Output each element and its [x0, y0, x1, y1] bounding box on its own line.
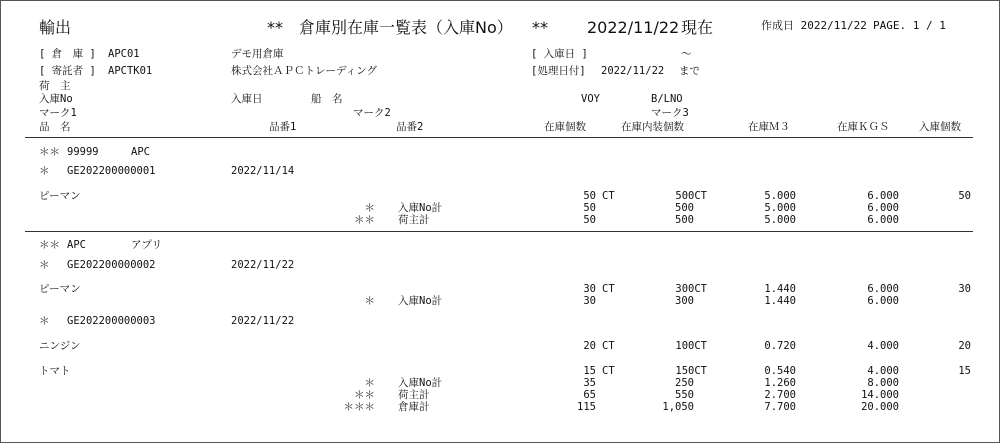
item-name: ピーマン	[39, 283, 81, 295]
shipper-total-stars: ＊＊	[354, 214, 375, 226]
warehouse-total-stars: ＊＊＊	[343, 401, 375, 413]
shipper-total-stars: ＊＊	[354, 389, 375, 401]
page-number: PAGE. 1 / 1	[873, 19, 946, 32]
item-qty: 50	[583, 190, 596, 202]
shipper-total-label: 荷主計	[398, 389, 430, 401]
subtotal-stars: ＊	[364, 295, 375, 307]
warehouse-total-qty: 115	[577, 401, 596, 413]
shipper-total-kgs: 6.000	[867, 214, 899, 226]
warehouse-name: デモ用倉庫	[231, 48, 284, 60]
item-qty: 30	[583, 283, 596, 295]
item-unit: CT	[602, 340, 615, 352]
warehouse-code: APC01	[108, 48, 140, 60]
shipper-stars: ＊＊	[39, 146, 60, 158]
item-name: ピーマン	[39, 190, 81, 202]
subtotal-qty: 35	[583, 377, 596, 389]
header-stock-m3: 在庫Ｍ３	[748, 121, 790, 133]
entry-star: ＊	[39, 315, 50, 327]
item-m3: 0.720	[764, 340, 796, 352]
header-divider	[25, 137, 973, 138]
entry-in-date: 2022/11/14	[231, 165, 295, 177]
shipper-stars: ＊＊	[39, 239, 60, 251]
warehouse-total-inner: 1,050	[662, 401, 694, 413]
entry-star: ＊	[39, 259, 50, 271]
title-stars-right: **	[532, 18, 548, 37]
subtotal-m3: 1.260	[764, 377, 796, 389]
entry-in-no: GE202200000003	[67, 315, 156, 327]
item-in-qty: 30	[958, 283, 971, 295]
item-unit: CT	[602, 190, 615, 202]
subtotal-qty: 50	[583, 202, 596, 214]
warehouse-total-kgs: 20.000	[861, 401, 899, 413]
entry-in-no: GE202200000001	[67, 165, 156, 177]
title-stars-left: **	[267, 18, 283, 37]
item-qty: 15	[583, 365, 596, 377]
shipper-code: APC	[67, 239, 86, 251]
subtotal-label: 入庫No計	[398, 295, 443, 307]
header-in-date: 入庫日	[231, 93, 263, 105]
header-blno: B/LNO	[651, 93, 683, 105]
subtotal-stars: ＊	[364, 202, 375, 214]
report-date: 2022/11/22	[587, 18, 680, 37]
header-mark2: マーク2	[353, 107, 391, 119]
warehouse-total-label: 倉庫計	[398, 401, 430, 413]
header-stock-qty: 在庫個数	[544, 121, 586, 133]
item-m3: 0.540	[764, 365, 796, 377]
item-inner: 150CT	[675, 365, 707, 377]
depositor-code: APCTK01	[108, 65, 153, 77]
item-in-qty: 20	[958, 340, 971, 352]
indate-tilde: ～	[681, 48, 692, 60]
shipper-name: APC	[131, 146, 150, 158]
header-part1: 品番1	[269, 121, 297, 133]
header-stock-kgs: 在庫ＫＧＳ	[837, 121, 890, 133]
warehouse-label: [ 倉 庫 ]	[39, 48, 96, 60]
entry-star: ＊	[39, 165, 50, 177]
subtotal-kgs: 6.000	[867, 202, 899, 214]
shipper-total-kgs: 14.000	[861, 389, 899, 401]
subtotal-inner: 500	[675, 202, 694, 214]
subtotal-kgs: 6.000	[867, 295, 899, 307]
entry-in-date: 2022/11/22	[231, 259, 295, 271]
shipper-total-inner: 500	[675, 214, 694, 226]
created-date: 作成日 2022/11/22	[761, 19, 867, 32]
shipper-total-inner: 550	[675, 389, 694, 401]
header-in-no: 入庫No	[39, 93, 73, 105]
header-mark1: マーク1	[39, 107, 77, 119]
item-unit: CT	[602, 283, 615, 295]
item-qty: 20	[583, 340, 596, 352]
item-kgs: 4.000	[867, 365, 899, 377]
subtotal-stars: ＊	[364, 377, 375, 389]
header-item-name: 品 名	[39, 121, 71, 133]
subtotal-m3: 5.000	[764, 202, 796, 214]
header-stock-inner: 在庫内装個数	[621, 121, 684, 133]
indate-label: [ 入庫日 ]	[531, 48, 588, 60]
depositor-label: [ 寄託者 ]	[39, 65, 96, 77]
subtotal-inner: 250	[675, 377, 694, 389]
subtotal-label: 入庫No計	[398, 377, 443, 389]
item-kgs: 4.000	[867, 340, 899, 352]
item-name: トマト	[39, 365, 71, 377]
header-voy: VOY	[581, 93, 600, 105]
shipper-total-qty: 50	[583, 214, 596, 226]
header-mark3: マーク3	[651, 107, 689, 119]
procdate-suffix: まで	[679, 65, 700, 77]
item-m3: 1.440	[764, 283, 796, 295]
shipper-total-qty: 65	[583, 389, 596, 401]
subtotal-qty: 30	[583, 295, 596, 307]
entry-in-date: 2022/11/22	[231, 315, 295, 327]
item-inner: 500CT	[675, 190, 707, 202]
procdate-label: [処理日付]	[531, 65, 586, 77]
item-unit: CT	[602, 365, 615, 377]
item-inner: 100CT	[675, 340, 707, 352]
shipper-code: 99999	[67, 146, 99, 158]
subtotal-inner: 300	[675, 295, 694, 307]
shipper-total-m3: 2.700	[764, 389, 796, 401]
header-in-qty: 入庫個数	[919, 121, 961, 133]
item-inner: 300CT	[675, 283, 707, 295]
report-date-suffix: 現在	[681, 18, 714, 37]
header-part2: 品番2	[396, 121, 424, 133]
header-shipper: 荷 主	[39, 80, 71, 92]
shipper-total-m3: 5.000	[764, 214, 796, 226]
subtotal-label: 入庫No計	[398, 202, 443, 214]
item-kgs: 6.000	[867, 283, 899, 295]
group-divider	[25, 231, 973, 232]
depositor-name: 株式会社ＡＰＣトレーディング	[231, 65, 377, 77]
shipper-total-label: 荷主計	[398, 214, 430, 226]
procdate-value: 2022/11/22	[601, 65, 665, 77]
entry-in-no: GE202200000002	[67, 259, 156, 271]
warehouse-total-m3: 7.700	[764, 401, 796, 413]
export-label: 輸出	[39, 18, 72, 37]
report-title: 倉庫別在庫一覧表（入庫No）	[299, 18, 513, 37]
shipper-name: アプリ	[131, 239, 163, 251]
item-kgs: 6.000	[867, 190, 899, 202]
item-m3: 5.000	[764, 190, 796, 202]
header-vessel: 船 名	[311, 93, 343, 105]
subtotal-m3: 1.440	[764, 295, 796, 307]
item-in-qty: 15	[958, 365, 971, 377]
subtotal-kgs: 8.000	[867, 377, 899, 389]
item-name: ニンジン	[39, 340, 81, 352]
item-in-qty: 50	[958, 190, 971, 202]
